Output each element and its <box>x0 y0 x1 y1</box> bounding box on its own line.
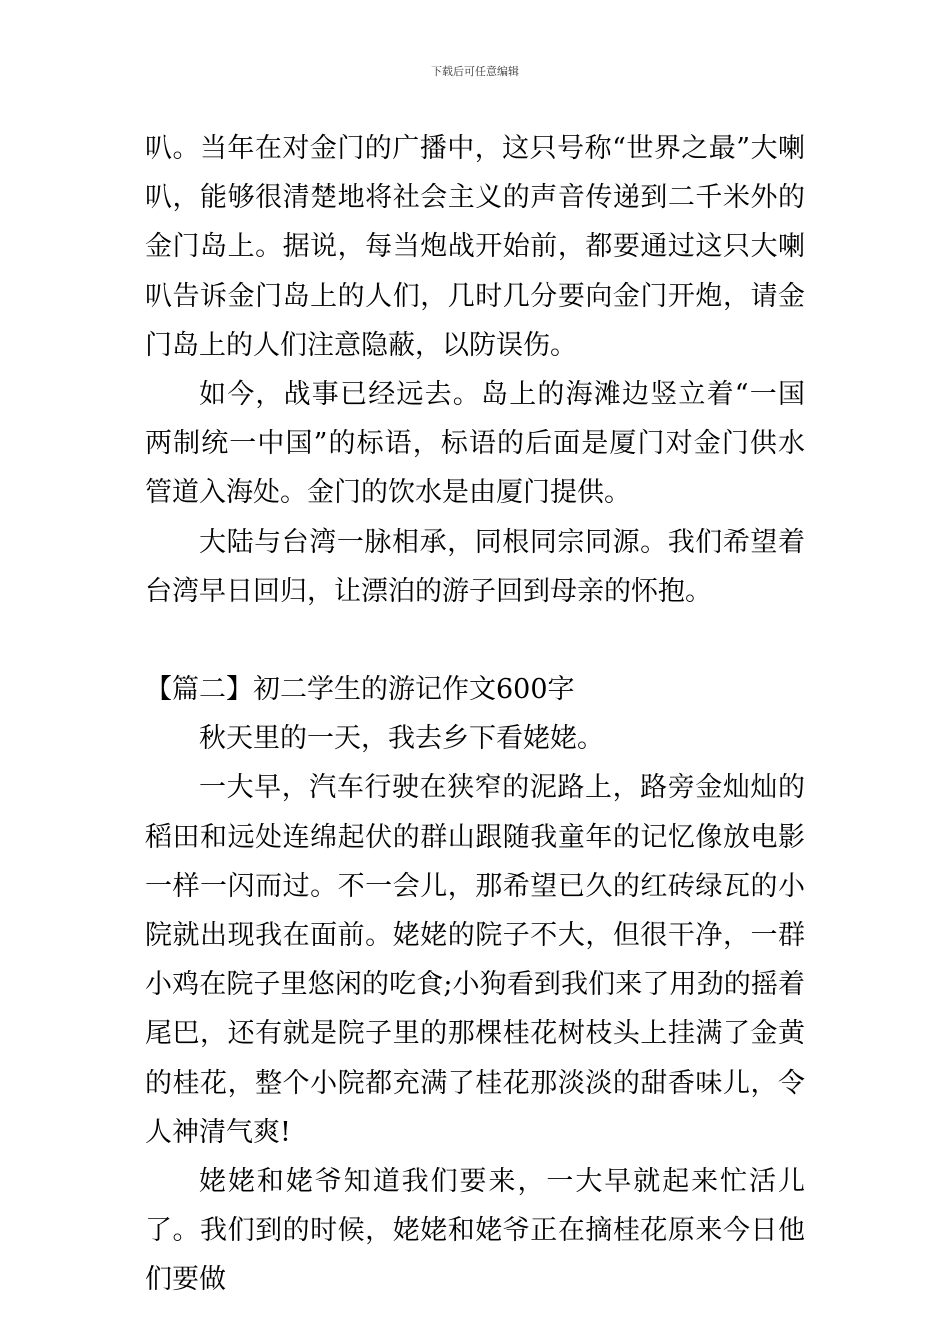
paragraph: 叭。当年在对金门的广播中，这只号称“世界之最”大喇叭，能够很清楚地将社会主义的声音传递到二千米外的金门岛上。据说，每当炮战开始前，都要通过这只大喇叭告诉金门岛上的人们，几时几分要向金门开炮，请金门岛上的人们注意隐蔽，以防误伤。 <box>145 133 805 361</box>
paragraph: 秋天里的一天，我去乡下看姥姥。 <box>199 723 604 755</box>
paragraph: 一大早，汽车行驶在狭窄的泥路上，路旁金灿灿的稻田和远处连绵起伏的群山跟随我童年的记忆像放电影一样一闪而过。不一会儿，那希望已久的红砖绿瓦的小院就出现我在面前。姥姥的院子不大，但很干净，一群小鸡在院子里悠闲的吃食;小狗看到我们来了用劲的摇着尾巴，还有就是院子里的那棵桂花树枝头上挂满了金黄的桂花，整个小院都充满了桂花那淡淡的甜香味儿，令人神清气爽! <box>145 772 805 1148</box>
paragraph: 如今，战事已经远去。岛上的海滩边竖立着“一国两制统一中国”的标语，标语的后面是厦门对金门供水管道入海处。金门的饮水是由厦门提供。 <box>145 379 805 509</box>
paragraph: 大陆与台湾一脉相承，同根同宗同源。我们希望着台湾早日回归，让漂泊的游子回到母亲的怀抱。 <box>145 526 805 607</box>
paragraph: 姥姥和姥爷知道我们要来，一大早就起来忙活儿了。我们到的时候，姥姥和姥爷正在摘桂花原来今日他们要做 <box>145 1166 805 1296</box>
document-body <box>145 124 805 1305</box>
page-header: 下载后可任意编辑 <box>431 65 519 78</box>
section-gap <box>145 616 805 665</box>
section-heading: 【篇二】初二学生的游记作文600字 <box>145 674 575 706</box>
